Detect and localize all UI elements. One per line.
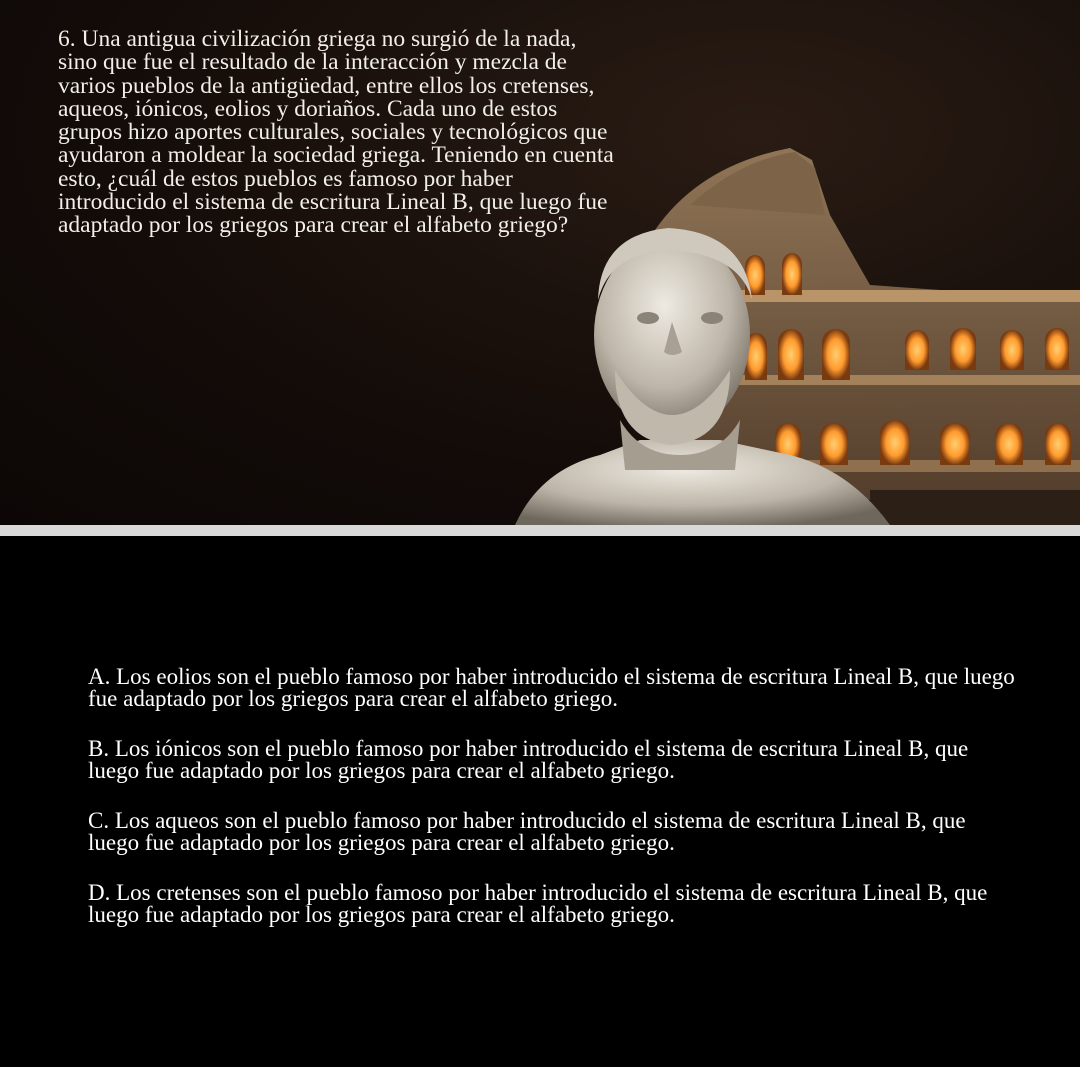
option-c[interactable]: C. Los aqueos son el pueblo famoso por haber introducido el sistema de escritura Lineal B, que luego fue adaptado por los griegos para crear el alfabeto griego. <box>88 808 966 855</box>
option-b[interactable]: B. Los iónicos son el pueblo famoso por haber introducido el sistema de escritura Lineal B, que luego fue adaptado por los griegos para crear el alfabeto griego. <box>88 736 969 783</box>
question-image-panel <box>0 0 1080 525</box>
option-d[interactable]: D. Los cretenses son el pueblo famoso por haber introducido el sistema de escritura Lineal B, que luego fue adaptado por los griegos para crear el alfabeto griego. <box>88 880 988 927</box>
divider-bar <box>0 525 1080 536</box>
option-a[interactable]: A. Los eolios son el pueblo famoso por haber introducido el sistema de escritura Lineal B, que luego fue adaptado por los griegos para crear el alfabeto griego. <box>88 664 1015 711</box>
answer-options <box>88 666 1018 954</box>
question-text: 6. Una antigua civilización griega no surgió de la nada, sino que fue el resultado de la interacción y mezcla de varios pueblos de la antigüedad, entre ellos los cretenses, aqueos, iónicos, eolios y doriaños. Cada uno de estos grupos hizo aportes culturales, sociales y tecnológicos que ayudaron a moldear la sociedad griega. Teniendo en cuenta esto, ¿cuál de estos pueblos es famoso por haber introducido el sistema de escritura Lineal B, que luego fue adaptado por los griegos para crear el alfabeto griego? <box>58 26 614 239</box>
